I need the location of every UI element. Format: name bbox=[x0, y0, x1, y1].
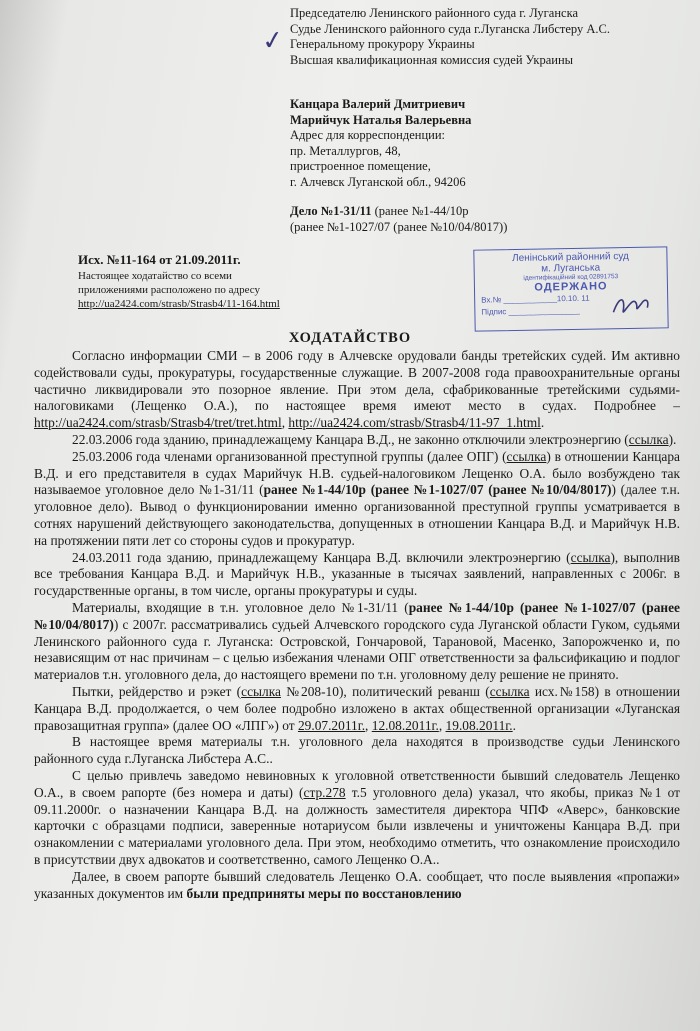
text: ) с 2007г. рассматривались судьей Алчевского городского суда Луганской области Гуком, судьями Ленинского районного суда г. Луганска: Островской, Гончаровой, Тарановой, Масенко, Запорожченко и, по независящим от нас причинам – с целью избежания членами ОПГ ответственности за фальсификацию и подлог материалов т.н. уголовного дела, до настоящего времени по т.н. уголовному делу решение не принято. bbox=[34, 616, 680, 683]
bold-text: ранее №1-44/10р (ранее №1-1027/07 (ранее №10/04/8017) bbox=[263, 482, 612, 498]
text: , bbox=[281, 415, 289, 431]
stamp-incoming-row: Вх.№ ____________10.10. 11 bbox=[481, 293, 590, 305]
case-number: Дело №1-31/11 bbox=[290, 204, 372, 218]
body-link[interactable]: ссылка bbox=[628, 431, 669, 447]
paragraph: В настоящее время материалы т.н. уголовного дела находятся в производстве судьи Ленинского районного суда г.Луганска Либстера А.С.. bbox=[34, 734, 680, 767]
text: . bbox=[512, 717, 516, 733]
text: ), выполнив все требования Канцара В.Д. и Марийчук Н.В., указанные в тысячах заявлений, направленных с 2006г. в государственные органы, в том числе, органы прокуратуры и суды. bbox=[34, 549, 680, 599]
outgoing-number: Исх. №11-164 от 21.09.2011г. bbox=[78, 252, 241, 267]
paragraph bbox=[34, 768, 680, 869]
body-link[interactable]: 29.07.2011г. bbox=[297, 717, 366, 733]
text: 24.03.2011 года зданию, принадлежащему Канцара В.Д. включили электроэнергию ( bbox=[72, 549, 571, 565]
case-number-block bbox=[290, 204, 690, 235]
text: , bbox=[438, 717, 446, 733]
handwritten-signature bbox=[611, 292, 651, 319]
paragraph bbox=[34, 684, 680, 734]
body-link[interactable]: ссылка bbox=[489, 683, 530, 699]
sender-block bbox=[290, 97, 690, 190]
text: №208-10), политический реванш ( bbox=[280, 683, 490, 699]
body-link[interactable]: http://ua2424.com/strasb/Strasb4/11-97_1.html bbox=[288, 415, 541, 431]
text: Далее, в своем рапорте бывший следователь Лещенко О.А. сообщает, что после выявления «пропажи» указанных документов им bbox=[34, 868, 680, 901]
stamp-signature-label: Підпис bbox=[481, 307, 507, 317]
address-line: пристроенное помещение, bbox=[290, 159, 431, 173]
sender-name: Канцара Валерий Дмитриевич bbox=[290, 97, 466, 111]
stamp-city: м. Луганська bbox=[541, 262, 601, 275]
text: т.5 уголовного дела) указал, что якобы, приказ №1 от 09.11.2000г. о назначении Канцара В.Д. на должность заместителя директора ЧПФ «Аверс», банковские карточки с образцами подписи, заверенные нотариусом были извлечены и уничтожены Канцара В.Д. при ознакомлении с материалами уголовного дела. При этом, необходимо отметить, что ознакомление происходило в присутствии двух адвокатов и соответственно, самого Лещенко О.А.. bbox=[34, 784, 680, 867]
outgoing-note: приложениями расположено по адресу bbox=[78, 284, 260, 296]
sender-name: Марийчук Наталья Валерьевна bbox=[290, 112, 472, 127]
handwritten-check-mark: ✓ bbox=[260, 24, 286, 58]
paragraph bbox=[34, 869, 680, 903]
addressee-line: Председателю Ленинского районного суда г. Луганска bbox=[290, 6, 579, 20]
case-previous-number-line: (ранее №1-1027/07 (ранее №10/04/8017)) bbox=[290, 219, 508, 234]
outgoing-link[interactable]: http://ua2424.com/strasb/Strasb4/11-164.html bbox=[78, 298, 280, 310]
body-link[interactable]: стр.278 bbox=[303, 784, 346, 800]
text: Согласно информации СМИ – в 2006 году в Алчевске орудовали банды третейских судей. Им активно содействовали суды, прокуратуры, государственные служащие. В 2007-2008 года правоохранительные органы частично ликвидировали это позорное явление. При этом дела, сфабрикованные третейскими судьями-налоговиками (Лещенко О.А.), по настоящее время имеют место в судах. Подробнее – bbox=[34, 348, 680, 414]
stamp-signature-row: Підпис ________________ bbox=[481, 305, 580, 317]
stamp-court-name: Ленінський районний суд bbox=[512, 250, 629, 265]
body-link[interactable]: ссылка bbox=[241, 683, 281, 699]
text: Пытки, рейдерство и рэкет ( bbox=[72, 683, 242, 699]
text: ). bbox=[668, 431, 677, 447]
text: исх.№158) в отношении Канцара В.Д. продолжается, о чем более подробно изложено в актах общественной организации «Луганская правозащитная группа» (далее ОО «ЛПГ») от bbox=[34, 683, 680, 733]
addressee-line: Высшая квалификационная комиссия судей Украины bbox=[290, 52, 574, 67]
text: 25.03.2006 года членами организованной преступной группы (далее ОПГ) ( bbox=[72, 448, 507, 464]
address-line: пр. Металлургов, 48, bbox=[290, 143, 401, 158]
court-received-stamp bbox=[473, 246, 668, 331]
addressee-line: Генеральному прокурору Украины bbox=[290, 37, 475, 51]
text: Материалы, входящие в т.н. уголовное дело №1-31/11 ( bbox=[72, 599, 409, 615]
paragraph bbox=[34, 432, 680, 449]
stamp-incoming-date: 10.10. 11 bbox=[556, 293, 590, 304]
outgoing-number-block bbox=[78, 253, 378, 311]
bold-text: были предприняты меры по восстановлению bbox=[186, 885, 462, 901]
paragraph bbox=[34, 550, 680, 600]
case-previous-number: (ранее №1-44/10р bbox=[371, 204, 469, 218]
bold-text: ранее №1-44/10р (ранее №1-1027/07 (ранее №10/04/8017) bbox=[34, 599, 680, 632]
stamp-received: ОДЕРЖАНО bbox=[534, 280, 608, 294]
body-link[interactable]: ссылка bbox=[506, 448, 547, 464]
text: . bbox=[540, 415, 545, 431]
text: С целью привлечь заведомо невиновных к уголовной ответственности бывший следователь Лещенко О.А., в своем рапорте (без номера и даты) ( bbox=[34, 767, 680, 800]
signature-scribble bbox=[611, 292, 651, 319]
paragraph bbox=[34, 449, 680, 550]
text: ) в отношении Канцара В.Д. и его представителя в судах Марийчук Н.В. судьей-налоговиком Лещенко О.А. было возбуждено так называемое уголовное дело №1-31/11 ( bbox=[34, 448, 680, 498]
body-link[interactable]: 12.08.2011г. bbox=[371, 717, 439, 733]
stamp-incoming-label: Вх.№ bbox=[481, 295, 502, 305]
addressee-line: Судье Ленинского районного суда г.Луганска Либстеру А.С. bbox=[290, 21, 610, 36]
body-link[interactable]: http://ua2424.com/strasb/Strasb4/tret/tret.html bbox=[34, 415, 282, 431]
address-line: Адрес для корреспонденции: bbox=[290, 128, 446, 142]
paragraph bbox=[34, 600, 680, 684]
body-link[interactable]: 19.08.2011г. bbox=[445, 717, 513, 733]
paragraph bbox=[34, 348, 680, 432]
address-line: г. Алчевск Луганской обл., 94206 bbox=[290, 174, 466, 189]
document-body bbox=[34, 348, 680, 902]
document-title: ХОДАТАЙСТВО bbox=[288, 330, 412, 346]
addressee-block bbox=[290, 6, 690, 68]
stamp-id-code: ідентифікаційний код 02891753 bbox=[523, 273, 619, 282]
text: ) (далее т.н. уголовное дело). Вывод о функционировании именно организованной преступной группы усматривается в сотнях нарушений действующего законодательства, допущенных в отношении Канцара В.Д. и Марийчук Н.В. на протяжении пяти лет со стороны судов и прокуратур. bbox=[34, 482, 680, 548]
text: , bbox=[365, 717, 372, 733]
body-link[interactable]: ссылка bbox=[570, 549, 611, 565]
outgoing-note: Настоящее ходатайство со всеми bbox=[78, 270, 232, 282]
text: 22.03.2006 года зданию, принадлежащему Канцара В.Д., не законно отключили электроэнергию ( bbox=[72, 431, 629, 447]
